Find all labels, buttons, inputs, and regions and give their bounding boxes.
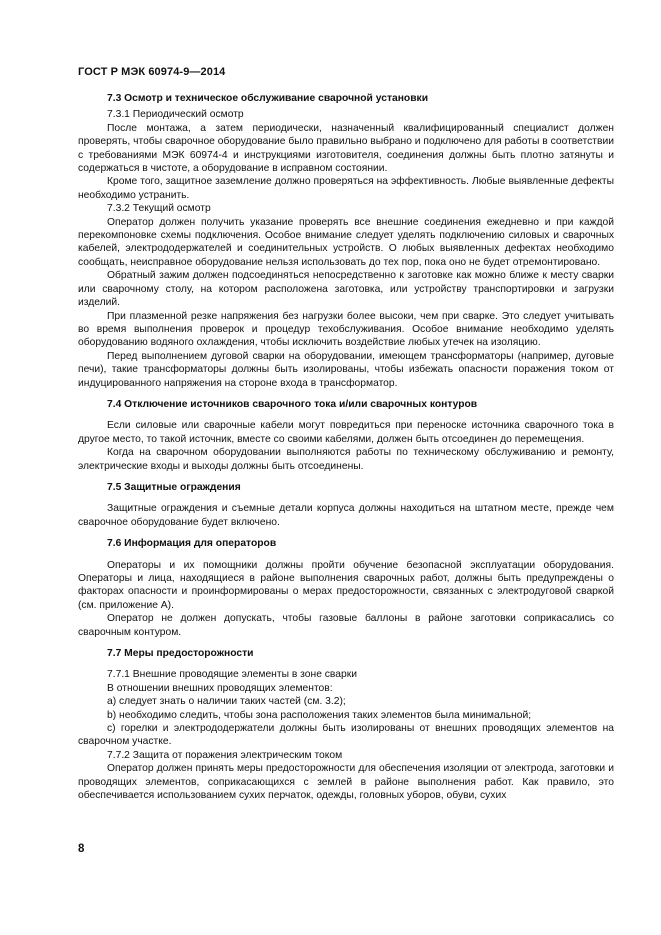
section-heading-7-5: 7.5 Защитные ограждения [107, 481, 241, 493]
list-item: a) следует знать о наличии таких частей (см. 3.2); [107, 696, 346, 708]
paragraph: Обратный зажим должен подсоединяться непосредственно к заготовке как можно ближе к месту сварки или сварочному столу, на котором расположена заготовка, или устройству транспортировки и загрузки изделий. [78, 270, 614, 309]
section-heading-7-7: 7.7 Меры предосторожности [107, 648, 254, 660]
section-heading-7-4: 7.4 Отключение источников сварочного тока и/или сварочных контуров [107, 398, 478, 410]
list-item: b) необходимо следить, чтобы зона расположения таких элементов была минимальной; [107, 709, 532, 721]
paragraph: Перед выполнением дуговой сварки на оборудовании, имеющем трансформаторы (например, дуговые печи), такие трансформаторы должны быть изолированы, чтобы избежать опасности поражения током от индуцированного напряжения на стороне входа в трансформатор. [78, 350, 614, 389]
paragraph: Оператор должен принять меры предосторожности для обеспечения изоляции от электрода, заготовки и проводящих элементов, соприкасающихся с землей в районе выполнения работ. Как правило, это обеспечивается использованием сухих перчаток, одежды, головных уборов, обуви, сухих [78, 763, 614, 802]
paragraph: В отношении внешних проводящих элементов: [107, 682, 333, 694]
paragraph: Кроме того, защитное заземление должно проверяться на эффективность. Любые выявленные дефекты необходимо устранить. [78, 176, 614, 201]
paragraph: После монтажа, а затем периодически, назначенный квалифицированный специалист должен проверять, чтобы сварочное оборудование было правильно выбрано и подключено для работы в соответствии с требованиями МЭК 60974-4 и инструкциями изготовителя, соединения должны быть плотно затянуты и содержаться в чистоте, а оборудование в исправном состоянии. [78, 122, 614, 175]
paragraph: Защитные ограждения и съемные детали корпуса должны находиться на штатном месте, прежде чем сварочное оборудование будет включено. [78, 503, 614, 528]
page-number: 8 [78, 843, 85, 855]
subsection-7-3-1: 7.3.1 Периодический осмотр [107, 109, 244, 121]
subsection-7-7-2: 7.7.2 Защита от поражения электрическим током [107, 749, 343, 761]
document-header: ГОСТ Р МЭК 60974-9—2014 [78, 66, 226, 78]
paragraph: Оператор не должен допускать, чтобы газовые баллоны в районе заготовки соприкасались со сварочным контуром. [78, 613, 614, 638]
paragraph: Операторы и их помощники должны пройти обучение безопасной эксплуатации оборудования. Операторы и лица, находящиеся в районе выполнения сварочных работ, должны быть предупреждены о факторах опасности и проинформированы о мерах предосторожности, связанных с электродуговой сваркой (см. приложение А). [78, 559, 614, 611]
page-content [78, 92, 614, 803]
paragraph: Оператор должен получить указание проверять все внешние соединения ежедневно и при каждой перекомпоновке схемы подключения. Особое внимание следует уделять подключению силовых и сварочных кабелей, электрододержателей и соединительных устройств. О любых выявленных дефектах необходимо сообщать, неисправное оборудование нельзя использовать до тех пор, пока оно не будет отремонтировано. [78, 216, 614, 268]
subsection-7-7-1: 7.7.1 Внешние проводящие элементы в зоне сварки [107, 669, 357, 681]
section-heading-7-3: 7.3 Осмотр и техническое обслуживание сварочной установки [107, 93, 429, 104]
subsection-7-3-2: 7.3.2 Текущий осмотр [107, 203, 211, 215]
list-item: c) горелки и электрододержатели должны быть изолированы от внешних проводящих элементов на сварочном участке. [78, 723, 614, 748]
section-heading-7-6: 7.6 Информация для операторов [107, 538, 277, 550]
paragraph: Если силовые или сварочные кабели могут повредиться при переноске источника сварочного тока в другое место, то такой источник, вместе со своими кабелями, должен быть отсоединен до перемещения. [78, 420, 614, 445]
paragraph: Когда на сварочном оборудовании выполняются работы по техническому обслуживанию и ремонту, электрические входы и выходы должны быть отсоединены. [78, 447, 614, 472]
paragraph: При плазменной резке напряжения без нагрузки более высоки, чем при сварке. Это следует учитывать во время выполнения проверок и процедур техобслуживания. Особое внимание необходимо уделять оборудованию водяного охлаждения, чтобы исключить воздействие любых утечек на изоляцию. [78, 310, 614, 349]
